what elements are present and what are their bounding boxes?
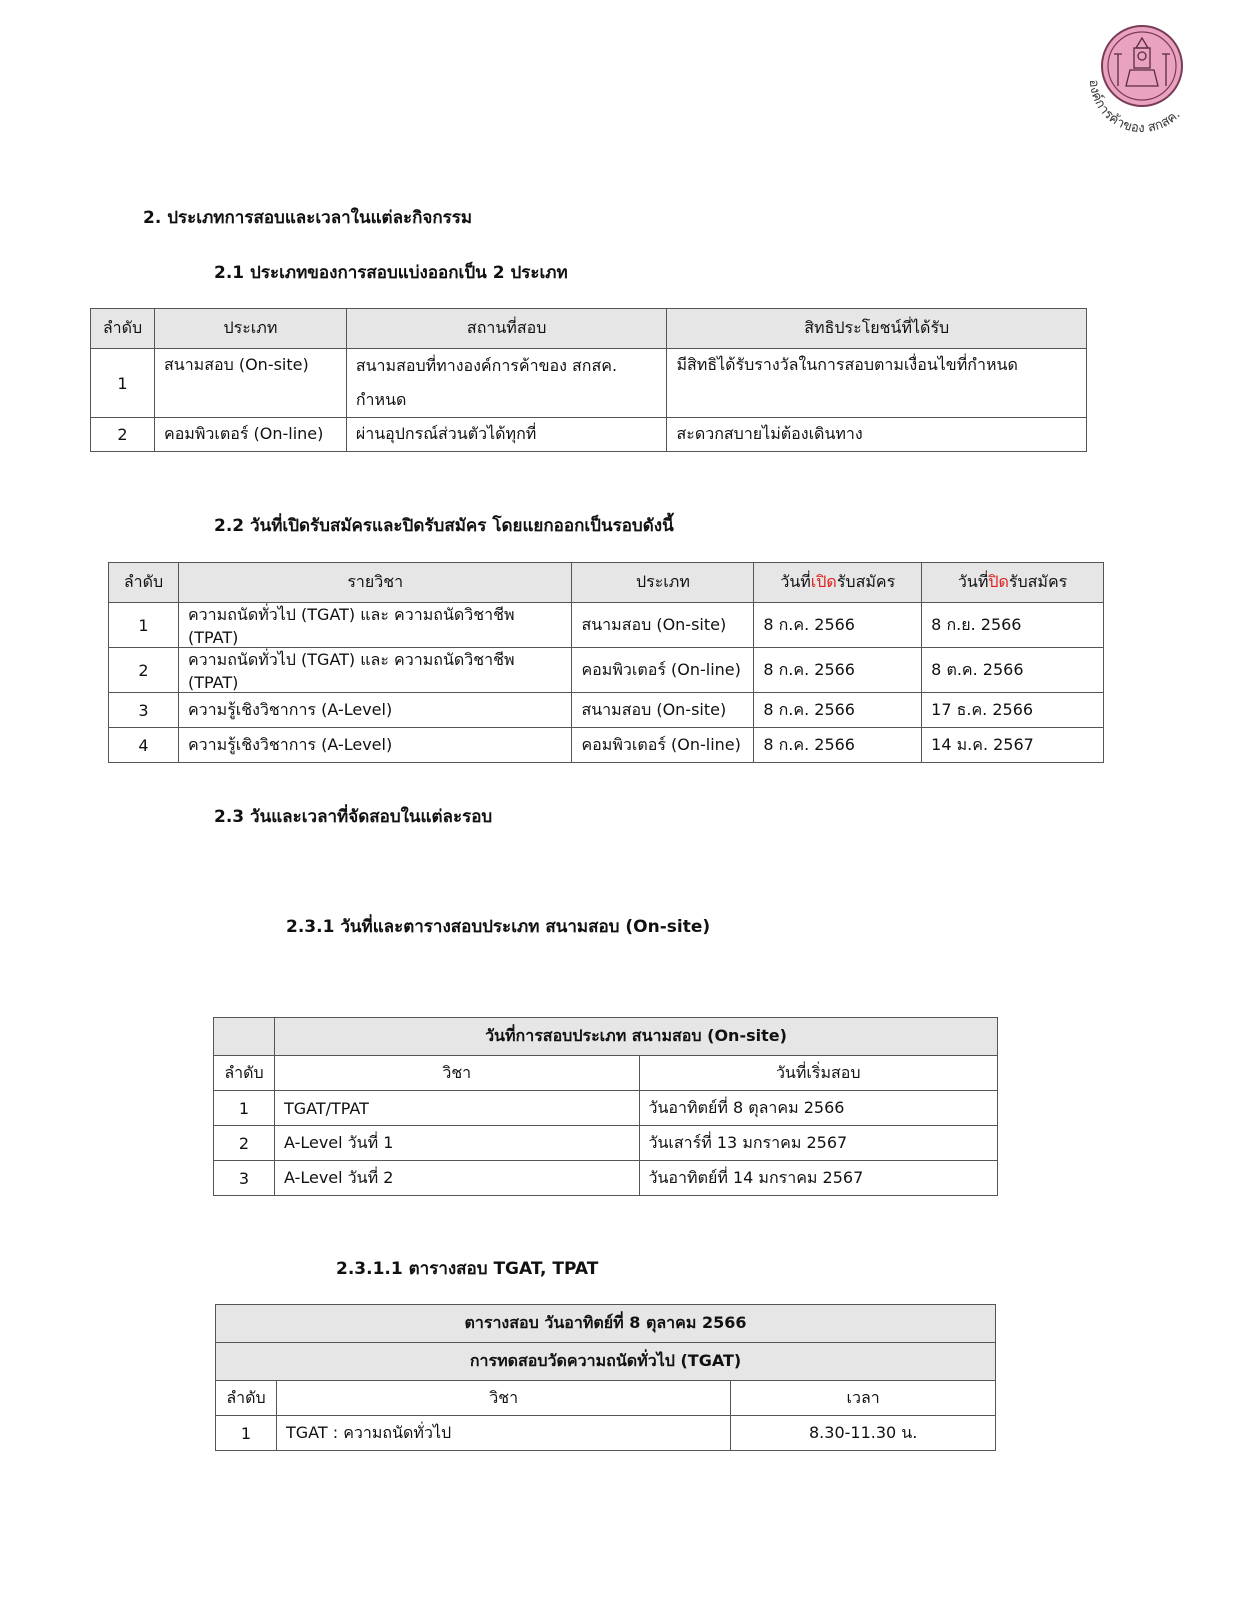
cell-no: 1 xyxy=(91,349,155,418)
header-no: ลำดับ xyxy=(214,1056,275,1091)
cell-subject: ความรู้เชิงวิชาการ (A-Level) xyxy=(178,693,572,728)
table-header-row xyxy=(216,1381,996,1416)
table-row xyxy=(216,1416,996,1451)
tgat-schedule-table xyxy=(215,1304,996,1451)
cell-subject: ความถนัดทั่วไป (TGAT) และ ความถนัดวิชาชีพ (TPAT) xyxy=(178,603,572,648)
cell-open-date: 8 ก.ค. 2566 xyxy=(754,728,922,763)
cell-benefit: สะดวกสบายไม่ต้องเดินทาง xyxy=(667,418,1087,452)
cell-subject: ความถนัดทั่วไป (TGAT) และ ความถนัดวิชาชีพ (TPAT) xyxy=(178,648,572,693)
cell-subject: TGAT/TPAT xyxy=(274,1091,639,1126)
table-header-row xyxy=(109,563,1104,603)
header-benefit: สิทธิประโยชน์ที่ได้รับ xyxy=(667,309,1087,349)
cell-no: 3 xyxy=(109,693,179,728)
cell-close-date: 14 ม.ค. 2567 xyxy=(922,728,1104,763)
cell-no: 4 xyxy=(109,728,179,763)
organization-seal xyxy=(1078,24,1206,148)
header-no: ลำดับ xyxy=(216,1381,277,1416)
onsite-exam-dates-table xyxy=(213,1017,998,1196)
header-type: ประเภท xyxy=(572,563,754,603)
header-subject: รายวิชา xyxy=(178,563,572,603)
table-title-row xyxy=(216,1305,996,1343)
cell-open-date: 8 ก.ค. 2566 xyxy=(754,693,922,728)
cell-open-date: 8 ก.ค. 2566 xyxy=(754,603,922,648)
section-2-3-1-1-heading: 2.3.1.1 ตารางสอบ TGAT, TPAT xyxy=(336,1259,599,1279)
cell-type: คอมพิวเตอร์ (On-line) xyxy=(572,648,754,693)
cell-subject: TGAT : ความถนัดทั่วไป xyxy=(276,1416,730,1451)
header-close-date xyxy=(922,563,1104,603)
cell-start-date: วันอาทิตย์ที่ 8 ตุลาคม 2566 xyxy=(639,1091,998,1126)
table-title: วันที่การสอบประเภท สนามสอบ (On-site) xyxy=(274,1018,997,1056)
cell-venue xyxy=(346,349,667,418)
header-type: ประเภท xyxy=(154,309,346,349)
header-close-post: รับสมัคร xyxy=(1008,572,1068,591)
cell-close-date: 8 ก.ย. 2566 xyxy=(922,603,1104,648)
cell-no: 3 xyxy=(214,1161,275,1196)
table-row xyxy=(91,418,1087,452)
cell-type: สนามสอบ (On-site) xyxy=(572,693,754,728)
cell-no: 1 xyxy=(109,603,179,648)
table-subtitle-row xyxy=(216,1343,996,1381)
header-empty xyxy=(214,1018,275,1056)
cell-type: สนามสอบ (On-site) xyxy=(572,603,754,648)
table-row xyxy=(214,1091,998,1126)
cell-venue-line1: สนามสอบที่ทางองค์การค้าของ สกสค. xyxy=(355,356,618,375)
schedule-subtitle: การทดสอบวัดความถนัดทั่วไป (TGAT) xyxy=(216,1343,996,1381)
cell-start-date: วันเสาร์ที่ 13 มกราคม 2567 xyxy=(639,1126,998,1161)
cell-subject: A-Level วันที่ 1 xyxy=(274,1126,639,1161)
cell-no: 2 xyxy=(91,418,155,452)
cell-type: สนามสอบ (On-site) xyxy=(154,349,346,418)
header-subject: วิชา xyxy=(274,1056,639,1091)
cell-subject: ความรู้เชิงวิชาการ (A-Level) xyxy=(178,728,572,763)
table-row xyxy=(109,693,1104,728)
header-close-highlight: ปิด xyxy=(988,572,1009,591)
cell-type: คอมพิวเตอร์ (On-line) xyxy=(572,728,754,763)
section-2-3-1-heading: 2.3.1 วันที่และตารางสอบประเภท สนามสอบ (On-site) xyxy=(286,917,711,937)
header-start-date: วันที่เริ่มสอบ xyxy=(639,1056,998,1091)
header-close-pre: วันที่ xyxy=(957,572,989,591)
cell-no: 2 xyxy=(214,1126,275,1161)
seal-text: องค์การค้าของ สกสค. xyxy=(1085,79,1184,137)
table-row xyxy=(109,648,1104,693)
table-title-row xyxy=(214,1018,998,1056)
cell-time: 8.30-11.30 น. xyxy=(731,1416,996,1451)
table-header-row xyxy=(214,1056,998,1091)
table-header-row xyxy=(91,309,1087,349)
schedule-title: ตารางสอบ วันอาทิตย์ที่ 8 ตุลาคม 2566 xyxy=(216,1305,996,1343)
header-open-post: รับสมัคร xyxy=(836,572,896,591)
header-no: ลำดับ xyxy=(109,563,179,603)
cell-close-date: 17 ธ.ค. 2566 xyxy=(922,693,1104,728)
cell-close-date: 8 ต.ค. 2566 xyxy=(922,648,1104,693)
cell-no: 2 xyxy=(109,648,179,693)
table-row xyxy=(109,728,1104,763)
cell-subject: A-Level วันที่ 2 xyxy=(274,1161,639,1196)
header-open-date xyxy=(754,563,922,603)
section-2-heading: 2. ประเภทการสอบและเวลาในแต่ละกิจกรรม xyxy=(143,208,473,228)
cell-venue: ผ่านอุปกรณ์ส่วนตัวได้ทุกที่ xyxy=(346,418,667,452)
cell-no: 1 xyxy=(216,1416,277,1451)
header-no: ลำดับ xyxy=(91,309,155,349)
header-time: เวลา xyxy=(731,1381,996,1416)
header-venue: สถานที่สอบ xyxy=(346,309,667,349)
header-subject: วิชา xyxy=(276,1381,730,1416)
section-2-1-heading: 2.1 ประเภทของการสอบแบ่งออกเป็น 2 ประเภท xyxy=(214,263,568,283)
table-row xyxy=(214,1126,998,1161)
header-open-highlight: เปิด xyxy=(810,572,837,591)
cell-benefit: มีสิทธิได้รับรางวัลในการสอบตามเงื่อนไขที่กำหนด xyxy=(667,349,1087,418)
table-row xyxy=(214,1161,998,1196)
cell-start-date: วันอาทิตย์ที่ 14 มกราคม 2567 xyxy=(639,1161,998,1196)
section-2-2-heading: 2.2 วันที่เปิดรับสมัครและปิดรับสมัคร โดยแยกออกเป็นรอบดังนี้ xyxy=(214,516,674,536)
cell-open-date: 8 ก.ค. 2566 xyxy=(754,648,922,693)
cell-venue-line2: กำหนด xyxy=(355,390,407,409)
header-open-pre: วันที่ xyxy=(780,572,811,591)
cell-no: 1 xyxy=(214,1091,275,1126)
table-row xyxy=(91,349,1087,418)
exam-types-table xyxy=(90,308,1087,452)
table-row xyxy=(109,603,1104,648)
registration-dates-table xyxy=(108,562,1104,763)
cell-type: คอมพิวเตอร์ (On-line) xyxy=(154,418,346,452)
section-2-3-heading: 2.3 วันและเวลาที่จัดสอบในแต่ละรอบ xyxy=(214,807,493,827)
